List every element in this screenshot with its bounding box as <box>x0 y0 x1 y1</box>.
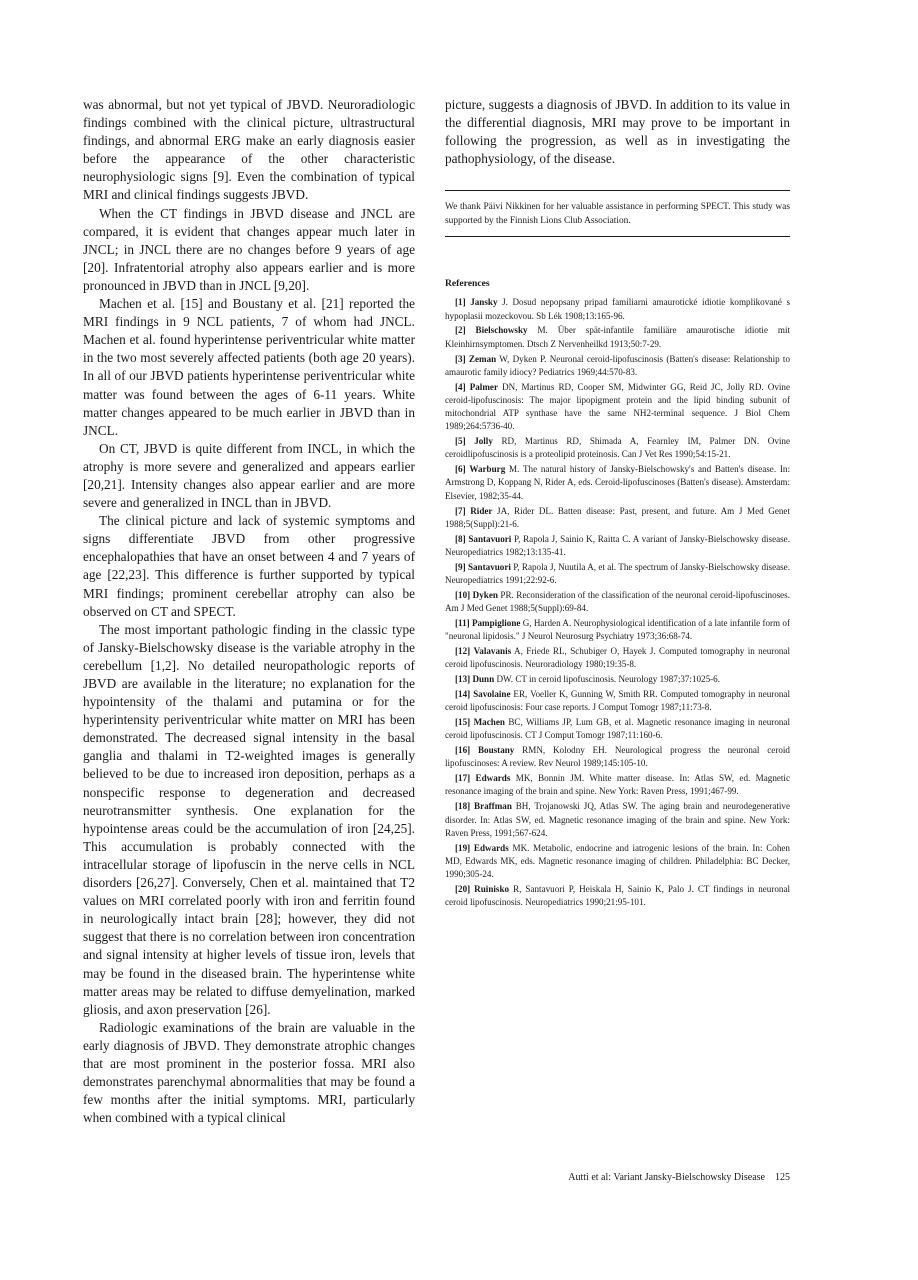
reference-number: [16] <box>455 745 471 756</box>
reference-text: RMN, Kolodny EH. Neurological progress the neuronal ceroid lipofuscinoses: A review. Rev Neurol 1989;145:105-10. <box>445 745 790 769</box>
reference-text: DW. CT in ceroid lipofuscinosis. Neurology 1987;37:1025-6. <box>494 674 720 685</box>
reference-item <box>445 463 790 503</box>
reference-item <box>445 673 790 686</box>
reference-first-author: Dunn <box>472 674 495 685</box>
reference-first-author: Pampiglione <box>471 617 521 628</box>
reference-item <box>445 561 790 587</box>
reference-text: BC, Williams JP, Lum GB, et al. Magnetic resonance imaging in neuronal ceroid lipofuscinosis. CT J Comput Tomogr 1987;11:160-6. <box>445 717 790 741</box>
right-column <box>445 96 790 911</box>
reference-item <box>445 772 790 798</box>
reference-first-author: Valavanis <box>473 646 512 657</box>
reference-number: [17] <box>455 773 471 784</box>
reference-first-author: Savolaine <box>473 689 511 699</box>
reference-text: PR. Reconsideration of the classification of the neuronal ceroid-lipofuscinoses. Am J Med Genet 1988;5(Suppl):69-84. <box>445 589 790 614</box>
body-paragraph: Machen et al. [15] and Boustany et al. [21] reported the MRI findings in 9 NCL patients, 7 of whom had JNCL. Machen et al. found hyperintense periventricular white matter in the two most severely affected patients (both age 20 years). In all of our JBVD patients hyperintense periventricular white matter was found between the ages of 6-11 years. White matter changes appeared to be much earlier in JBVD than in JNCL. <box>83 296 415 438</box>
body-paragraph: When the CT findings in JBVD disease and JNCL are compared, it is evident that changes appear much later in JNCL; in JNCL there are no changes before 9 years of age [20]. Infratentorial atrophy also appears earlier and is more pronounced in JBVD than in JNCL [9,20]. <box>83 205 415 293</box>
body-paragraph: The most important pathologic finding in the classic type of Jansky-Bielschowsky disease is the variable atrophy in the cerebellum [1,2]. No detailed neuropathologic reports of JBVD are available in the literature; no explanation for the hypointensity of the thalami and putamina or for the hyperintensity periventricular white matter on MRI has been demonstrated. The decreased signal intensity in the basal ganglia and thalami in T2-weighted images is generally believed to be due to increased iron deposition, perhaps as a nonspecific response to degeneration and decreased neurotransmitter synthesis. One explanation for the hypointense areas could be the accumulation of iron [24,25]. This accumulation is probably connected with the intracellular storage of lipofuscin in the nerve cells in NCL disorders [26,27]. Conversely, Chen et al. maintained that T2 values on MRI correlated poorly with iron and ferritin found in neurologically intact brain [28]; however, they did not suggest that there is no correlation between iron concentration and signal intensity at higher levels of tissue iron, levels that may be found in the diseased brain. The hyperintense white matter areas may be related to diffuse demyelination, marked gliosis, and axon preservation [26]. <box>83 621 415 1017</box>
reference-item <box>445 716 790 742</box>
reference-first-author: Braffman <box>474 801 512 812</box>
reference-text: ER, Voeller K, Gunning W, Smith RR. Computed tomography in neuronal ceroid lipofuscinosis: Four case reports. J Comput Tomogr 1987;11:73-8. <box>445 689 790 713</box>
reference-item <box>445 688 790 714</box>
reference-text: A, Friede RL, Schubiger O, Hayek J. Computed tomography in neuronal ceroid lipofuscinosis. Neuroradiology 1980;19:35-8. <box>445 646 790 670</box>
reference-item <box>445 883 790 909</box>
reference-item <box>445 505 790 531</box>
reference-number: [9] <box>455 561 466 572</box>
reference-item <box>445 617 790 643</box>
references-heading: References <box>445 278 490 290</box>
reference-text: R, Santavuori P, Heiskala H, Sainio K, Palo J. CT findings in neuronal ceroid lipofuscinosis. Neuropediatrics 1990;21:95-101. <box>445 883 791 908</box>
reference-first-author: Zeman <box>468 353 497 364</box>
left-column <box>83 96 415 1127</box>
reference-number: [6] <box>455 464 466 475</box>
reference-list <box>445 296 790 909</box>
body-paragraph: was abnormal, but not yet typical of JBVD. Neuroradiologic findings combined with the clinical picture, ultrastructural findings, and abnormal ERG make an early diagnosis easier before the appearance of the other characteristic neurophysiologic signs [9]. Even the combination of typical MRI and clinical findings suggests JBVD. <box>83 97 415 203</box>
reference-item <box>445 381 790 434</box>
reference-item <box>445 645 790 671</box>
reference-text: MK, Bonnin JM. White matter disease. In: Atlas SW, ed. Magnetic resonance imaging of the brain and spine. New York: Raven Press, 1991;467-99. <box>445 773 790 797</box>
reference-number: [10] <box>455 589 471 600</box>
reference-text: BH, Trojanowski JQ, Atlas SW. The aging brain and neurodegenerative disorder. In: Atlas SW, ed. Magnetic resonance imaging of the brain and spine. New York: Raven Press, 1991;567-624. <box>445 801 790 838</box>
reference-first-author: Rider <box>470 505 493 516</box>
body-paragraph: The clinical picture and lack of systemic symptoms and signs differentiate JBVD from other progressive encephalopathies that have an onset between 4 and 7 years of age [22,23]. This difference is further supported by typical MRI findings; prominent cerebellar atrophy can also be observed on CT and SPECT. <box>83 513 415 619</box>
reference-first-author: Santavuori <box>467 561 511 572</box>
reference-first-author: Edwards <box>475 773 511 784</box>
body-paragraph: On CT, JBVD is quite different from INCL, in which the atrophy is more severe and generalized and appears earlier [20,21]. Intensity changes also appear earlier and are more severe and generalized in INCL than in JBVD. <box>83 440 415 511</box>
reference-item <box>445 324 790 350</box>
reference-text: J. Dosud nepopsany pripad familiarni amaurotické idiotie komplikované s hypoplasii mozeckovou. Sb Lék 1908;13:165-96. <box>445 297 790 321</box>
page-number: 125 <box>775 1172 790 1183</box>
reference-first-author: Bielschowsky <box>475 325 528 336</box>
reference-text: M. Über spät-infantile familiäre amaurotische idiotie mit Kleinhirnsymptomen. Dtsch Z Nervenheilkd 1913;50:7-29. <box>445 325 790 349</box>
reference-text: JA, Rider DL. Batten disease: Past, present, and future. Am J Med Genet 1988;5(Suppl):21-6. <box>445 505 790 529</box>
reference-first-author: Jolly <box>474 436 493 447</box>
reference-number: [20] <box>455 883 471 894</box>
reference-number: [18] <box>455 801 471 812</box>
reference-text: MK. Metabolic, endocrine and iatrogenic lesions of the brain. In: Cohen MD, Edwards MK, eds. Magnetic resonance imaging of children. Philadelphia: BC Decker, 1990;305-24. <box>445 842 790 880</box>
reference-item <box>445 800 790 840</box>
reference-first-author: Warburg <box>469 464 506 475</box>
reference-first-author: Boustany <box>477 745 515 756</box>
reference-number: [1] <box>455 297 466 308</box>
reference-number: [8] <box>455 533 466 544</box>
reference-first-author: Santavuori <box>468 533 512 544</box>
reference-number: [12] <box>455 646 471 657</box>
reference-item <box>445 435 790 461</box>
reference-number: [7] <box>455 505 466 516</box>
reference-text: W, Dyken P. Neuronal ceroid-lipofuscinosis (Batten's disease: Relationship to amaurotic family idiocy? Pediatrics 1969;44:570-83. <box>445 353 790 377</box>
running-title: Autti et al: Variant Jansky-Bielschowsky Disease <box>568 1172 765 1183</box>
reference-item <box>445 589 790 615</box>
reference-first-author: Edwards <box>473 842 509 853</box>
reference-number: [3] <box>455 353 466 364</box>
body-paragraph: Radiologic examinations of the brain are valuable in the early diagnosis of JBVD. They demonstrate atrophic changes that are most prominent in the posterior fossa. MRI also demonstrates parenchymal abnormalities that may be found a few months after the initial symptoms. MRI, particularly when combined with a typical clinical <box>83 1019 415 1126</box>
reference-first-author: Ruinisko <box>474 883 510 894</box>
reference-number: [4] <box>455 381 466 392</box>
reference-number: [5] <box>455 436 466 447</box>
page-footer <box>568 1172 790 1184</box>
reference-item <box>445 842 790 882</box>
reference-text: M. The natural history of Jansky-Bielschowsky's and Batten's disease. In: Armstrong D, Koppang N, Rider A, eds. Ceroid-lipofuscinoses (Batten's disease). Amsterdam: Elsevier, 1982;35-44. <box>445 464 790 501</box>
reference-text: DN, Martinus RD, Cooper SM, Midwinter GG, Reid JC, Jolly RD. Ovine ceroid-lipofuscinosis: The major lipopigment protein and the lipid binding subunit of mitochondrial ATP synthase have the same NH2-terminal sequence. J Biol Chem 1989;264:5736-40. <box>445 381 790 432</box>
reference-first-author: Jansky <box>470 297 498 308</box>
reference-item <box>445 744 790 770</box>
reference-item <box>445 533 790 559</box>
reference-text: P, Rapola J, Nuutila A, et al. The spectrum of Jansky-Bielschowsky disease. Neuropediatrics 1991;22:92-6. <box>445 561 790 585</box>
reference-text: P, Rapola J, Sainio K, Raitta C. A variant of Jansky-Bielschowsky disease. Neuropediatrics 1982;13:135-41. <box>445 533 790 557</box>
reference-number: [11] <box>455 617 470 628</box>
reference-number: [13] <box>455 674 471 685</box>
reference-number: [19] <box>455 842 471 853</box>
reference-first-author: Dyken <box>472 589 498 600</box>
reference-item <box>445 353 790 379</box>
reference-first-author: Machen <box>473 717 505 728</box>
reference-text: RD, Martinus RD, Shimada A, Fearnley IM, Palmer DN. Ovine ceroidlipofuscinosis is a proteolipid proteinosis. Can J Vet Res 1990;54:15-21. <box>445 436 790 460</box>
reference-number: [15] <box>455 717 471 728</box>
reference-number: [2] <box>455 325 466 336</box>
reference-number: [14] <box>455 689 471 699</box>
reference-first-author: Palmer <box>469 381 498 392</box>
body-paragraph: picture, suggests a diagnosis of JBVD. In addition to its value in the differential diagnosis, MRI may prove to be important in following the progression, as well as in investigating the pathophysiology, of the disease. <box>445 97 790 167</box>
reference-item <box>445 296 790 322</box>
reference-text: G, Harden A. Neurophysiological identification of a late infantile form of "neuronal lipidosis." J Neurol Neurosurg Psychiatry 1973;36:68-74. <box>445 617 790 642</box>
acknowledgment: We thank Päivi Nikkinen for her valuable assistance in performing SPECT. This study was supported by the Finnish Lions Club Association. <box>445 190 790 237</box>
